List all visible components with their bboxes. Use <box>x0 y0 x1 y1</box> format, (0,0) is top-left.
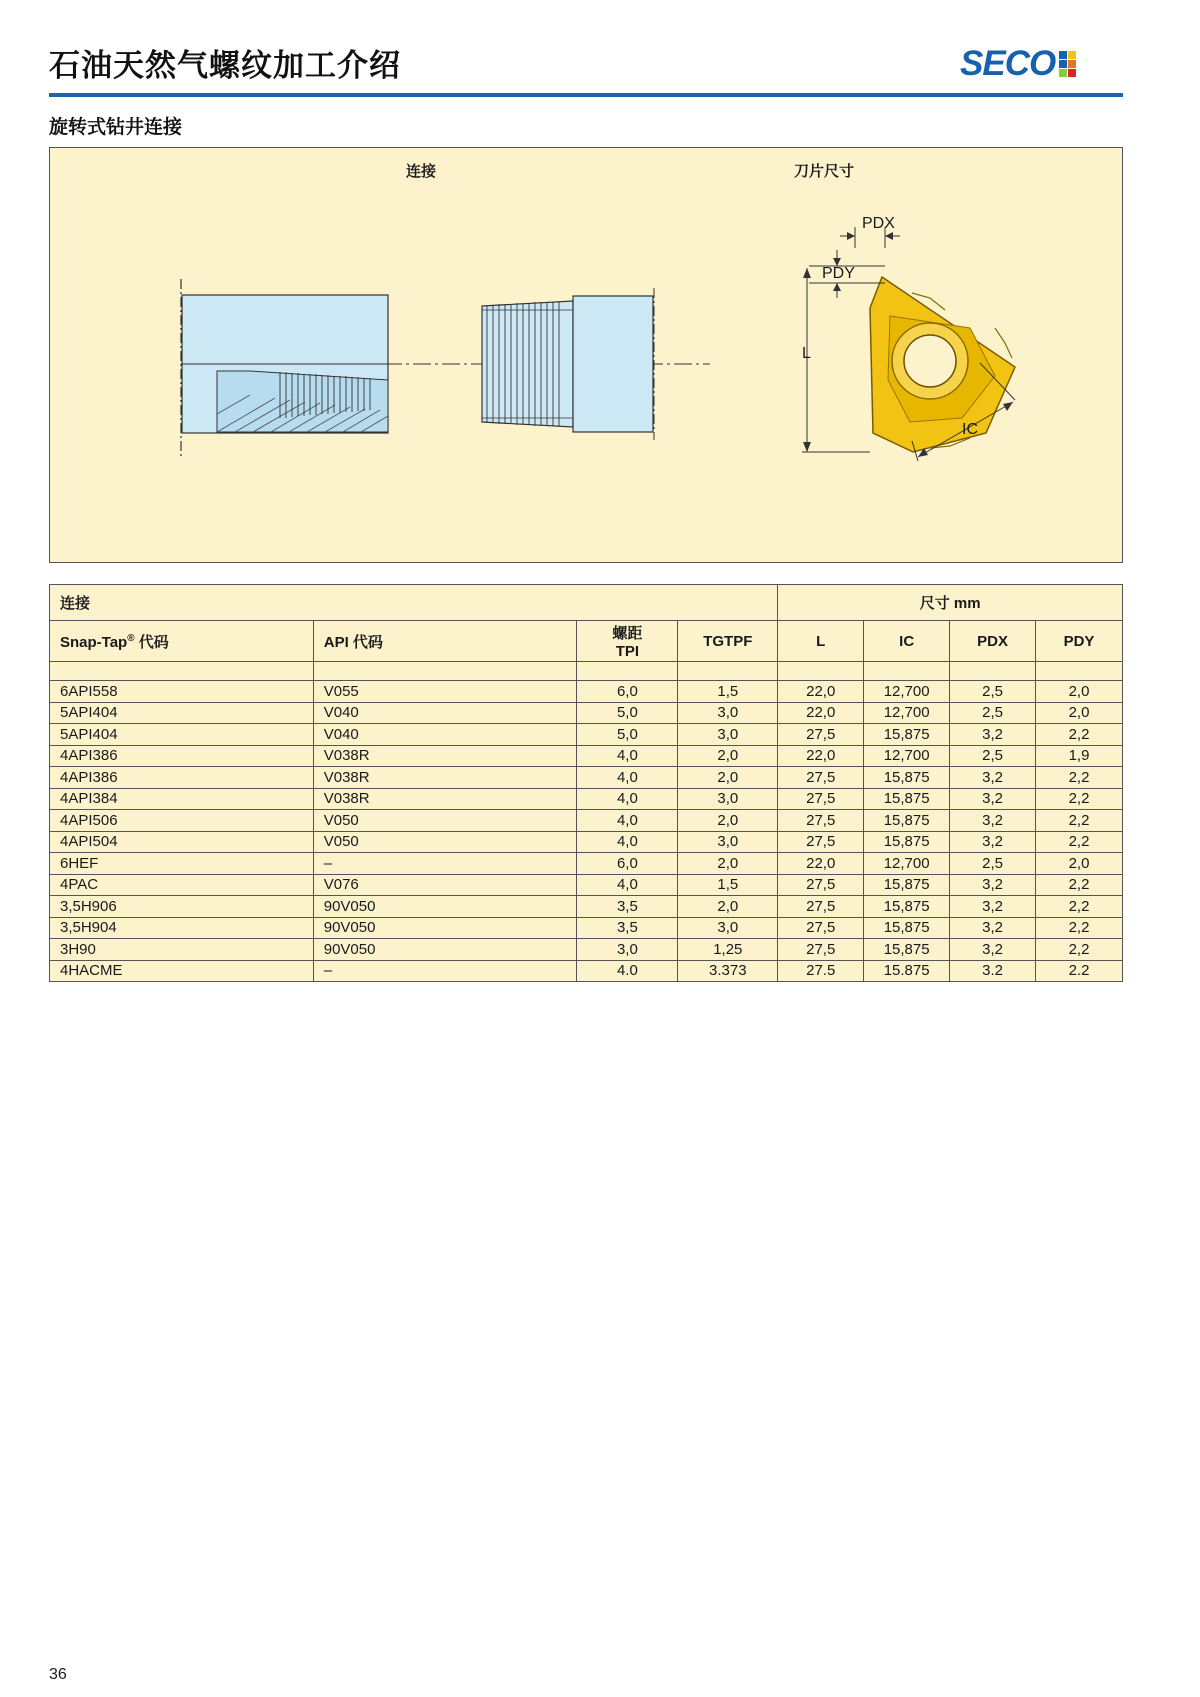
cell-pdy: 2,2 <box>1036 896 1123 918</box>
cell-ic: 15,875 <box>864 896 950 918</box>
col-header-pitch: 螺距 TPI <box>577 621 678 662</box>
cell-l: 27,5 <box>778 874 864 896</box>
cell-snaptap: 3,5H904 <box>50 917 314 939</box>
cell-pdx: 3,2 <box>950 939 1036 961</box>
cell-api: 90V050 <box>313 896 577 918</box>
cell-ic: 12,700 <box>864 681 950 703</box>
cell-pdy: 2,2 <box>1036 767 1123 789</box>
cell-tpi: 4,0 <box>577 788 678 810</box>
table-row <box>50 960 1123 982</box>
cell-pdx: 3,2 <box>950 874 1036 896</box>
cell-api: V038R <box>313 745 577 767</box>
cell-api: – <box>313 960 577 982</box>
cell-tpi: 4,0 <box>577 767 678 789</box>
group-header-connection: 连接 <box>50 585 778 621</box>
cell-snaptap: 6HEF <box>50 853 314 875</box>
cell-snaptap: 4API506 <box>50 810 314 832</box>
cell-api: 90V050 <box>313 917 577 939</box>
cell-api: V050 <box>313 831 577 853</box>
cell-tpi: 4,0 <box>577 874 678 896</box>
logo-square <box>1068 60 1076 68</box>
cell-tgtpf: 2,0 <box>678 810 778 832</box>
cell-tgtpf: 3,0 <box>678 702 778 724</box>
cell-snaptap: 4API504 <box>50 831 314 853</box>
cell-pdy: 2,2 <box>1036 788 1123 810</box>
cell-l: 22,0 <box>778 681 864 703</box>
cell-tgtpf: 3,0 <box>678 917 778 939</box>
cell-ic: 15,875 <box>864 724 950 746</box>
col-header-pdx: PDX <box>950 621 1036 662</box>
table-row <box>50 724 1123 746</box>
cell-pdy: 2,2 <box>1036 874 1123 896</box>
cell-pdy: 2,2 <box>1036 917 1123 939</box>
figure-label-connection: 连接 <box>406 162 437 180</box>
cell-tgtpf: 2,0 <box>678 853 778 875</box>
cell-tgtpf: 1,25 <box>678 939 778 961</box>
cell-api: V050 <box>313 810 577 832</box>
logo-mark-icon <box>1059 51 1076 77</box>
cell-tpi: 3,0 <box>577 939 678 961</box>
cell-pdy: 2,2 <box>1036 810 1123 832</box>
pdx-label: PDX <box>862 215 895 232</box>
cell-tgtpf: 3,0 <box>678 831 778 853</box>
logo-square <box>1068 69 1076 77</box>
cell-l: 27,5 <box>778 724 864 746</box>
cell-ic: 15,875 <box>864 917 950 939</box>
spec-table <box>49 584 1123 982</box>
cell-api: V076 <box>313 874 577 896</box>
cell-pdx: 3,2 <box>950 767 1036 789</box>
table-row <box>50 874 1123 896</box>
cell-tpi: 4,0 <box>577 810 678 832</box>
table-row <box>50 788 1123 810</box>
cell-tgtpf: 2,0 <box>678 896 778 918</box>
cell-pdx: 3.2 <box>950 960 1036 982</box>
cell-ic: 15,875 <box>864 939 950 961</box>
section-title: 旋转式钻井连接 <box>49 116 183 138</box>
logo-square <box>1059 51 1067 59</box>
table-row <box>50 939 1123 961</box>
cell-ic: 15,875 <box>864 874 950 896</box>
cell-snaptap: 4API386 <box>50 745 314 767</box>
cell-api: V040 <box>313 724 577 746</box>
cell-l: 27,5 <box>778 767 864 789</box>
table-row <box>50 767 1123 789</box>
cell-l: 27,5 <box>778 917 864 939</box>
page-number: 36 <box>49 1666 67 1683</box>
cell-tpi: 4,0 <box>577 745 678 767</box>
header-rule <box>49 93 1123 97</box>
cell-pdx: 3,2 <box>950 917 1036 939</box>
cell-snaptap: 4API384 <box>50 788 314 810</box>
logo-square <box>1059 69 1067 77</box>
cell-ic: 15,875 <box>864 767 950 789</box>
cell-tgtpf: 3.373 <box>678 960 778 982</box>
table-row <box>50 681 1123 703</box>
cell-tpi: 4.0 <box>577 960 678 982</box>
cell-pdy: 2.2 <box>1036 960 1123 982</box>
cell-pdx: 3,2 <box>950 788 1036 810</box>
col-header-snaptap: Snap-Tap® 代码 <box>50 621 314 662</box>
cell-pdy: 1,9 <box>1036 745 1123 767</box>
col-header-tgtpf: TGTPF <box>678 621 778 662</box>
cell-l: 22,0 <box>778 853 864 875</box>
cell-tpi: 6,0 <box>577 681 678 703</box>
cell-snaptap: 4API386 <box>50 767 314 789</box>
cell-ic: 15.875 <box>864 960 950 982</box>
col-header-api: API 代码 <box>313 621 577 662</box>
cell-tgtpf: 3,0 <box>678 724 778 746</box>
cell-pdx: 3,2 <box>950 896 1036 918</box>
cell-pdx: 2,5 <box>950 745 1036 767</box>
cell-snaptap: 4PAC <box>50 874 314 896</box>
cell-l: 27,5 <box>778 896 864 918</box>
table-row <box>50 896 1123 918</box>
cell-l: 27,5 <box>778 939 864 961</box>
l-label: L <box>802 345 811 362</box>
cell-ic: 12,700 <box>864 853 950 875</box>
cell-api: V040 <box>313 702 577 724</box>
cell-l: 27,5 <box>778 810 864 832</box>
cell-tpi: 6,0 <box>577 853 678 875</box>
cell-l: 27.5 <box>778 960 864 982</box>
figure-panel <box>49 147 1123 563</box>
spec-table-body <box>50 681 1123 982</box>
cell-l: 27,5 <box>778 788 864 810</box>
cell-api: – <box>313 853 577 875</box>
cell-pdy: 2,2 <box>1036 831 1123 853</box>
col-header-l: L <box>778 621 864 662</box>
cell-pdy: 2,2 <box>1036 939 1123 961</box>
cell-tgtpf: 2,0 <box>678 745 778 767</box>
group-header-dimensions: 尺寸 mm <box>778 585 1123 621</box>
cell-snaptap: 3H90 <box>50 939 314 961</box>
box-connection-drawing <box>181 279 388 457</box>
page-title: 石油天然气螺纹加工介绍 <box>49 48 401 84</box>
cell-api: V055 <box>313 681 577 703</box>
cell-tgtpf: 3,0 <box>678 788 778 810</box>
logo-text: SECO <box>960 44 1056 83</box>
cell-tgtpf: 1,5 <box>678 874 778 896</box>
logo-square <box>1068 51 1076 59</box>
cell-pdx: 3,2 <box>950 724 1036 746</box>
cell-l: 27,5 <box>778 831 864 853</box>
cell-pdx: 2,5 <box>950 681 1036 703</box>
cell-l: 22,0 <box>778 745 864 767</box>
cell-pdy: 2,0 <box>1036 702 1123 724</box>
table-row <box>50 831 1123 853</box>
cell-ic: 12,700 <box>864 745 950 767</box>
cell-pdx: 3,2 <box>950 810 1036 832</box>
insert-dimension-drawing <box>802 215 1015 461</box>
table-row <box>50 702 1123 724</box>
pin-connection-drawing <box>482 288 654 440</box>
connection-drawing <box>50 148 1122 562</box>
figure-label-insert-size: 刀片尺寸 <box>794 162 855 180</box>
cell-pdy: 2,0 <box>1036 853 1123 875</box>
cell-snaptap: 3,5H906 <box>50 896 314 918</box>
table-row <box>50 810 1123 832</box>
cell-api: V038R <box>313 767 577 789</box>
cell-tpi: 5,0 <box>577 724 678 746</box>
table-row <box>50 745 1123 767</box>
table-row <box>50 917 1123 939</box>
table-row <box>50 853 1123 875</box>
cell-pdx: 2,5 <box>950 702 1036 724</box>
cell-pdx: 3,2 <box>950 831 1036 853</box>
ic-label: IC <box>962 421 978 438</box>
cell-tpi: 4,0 <box>577 831 678 853</box>
cell-snaptap: 5API404 <box>50 724 314 746</box>
cell-tpi: 3,5 <box>577 896 678 918</box>
cell-snaptap: 4HACME <box>50 960 314 982</box>
cell-tpi: 5,0 <box>577 702 678 724</box>
cell-tgtpf: 1,5 <box>678 681 778 703</box>
pdy-label: PDY <box>822 265 855 282</box>
col-header-pdy: PDY <box>1036 621 1123 662</box>
seco-logo <box>960 44 1076 84</box>
col-header-ic: IC <box>864 621 950 662</box>
cell-ic: 15,875 <box>864 831 950 853</box>
cell-tgtpf: 2,0 <box>678 767 778 789</box>
cell-ic: 15,875 <box>864 810 950 832</box>
cell-tpi: 3,5 <box>577 917 678 939</box>
cell-pdy: 2,2 <box>1036 724 1123 746</box>
cell-ic: 15,875 <box>864 788 950 810</box>
cell-snaptap: 6API558 <box>50 681 314 703</box>
logo-square <box>1059 60 1067 68</box>
cell-ic: 12,700 <box>864 702 950 724</box>
cell-pdx: 2,5 <box>950 853 1036 875</box>
cell-l: 22,0 <box>778 702 864 724</box>
cell-pdy: 2,0 <box>1036 681 1123 703</box>
cell-snaptap: 5API404 <box>50 702 314 724</box>
cell-api: V038R <box>313 788 577 810</box>
cell-api: 90V050 <box>313 939 577 961</box>
